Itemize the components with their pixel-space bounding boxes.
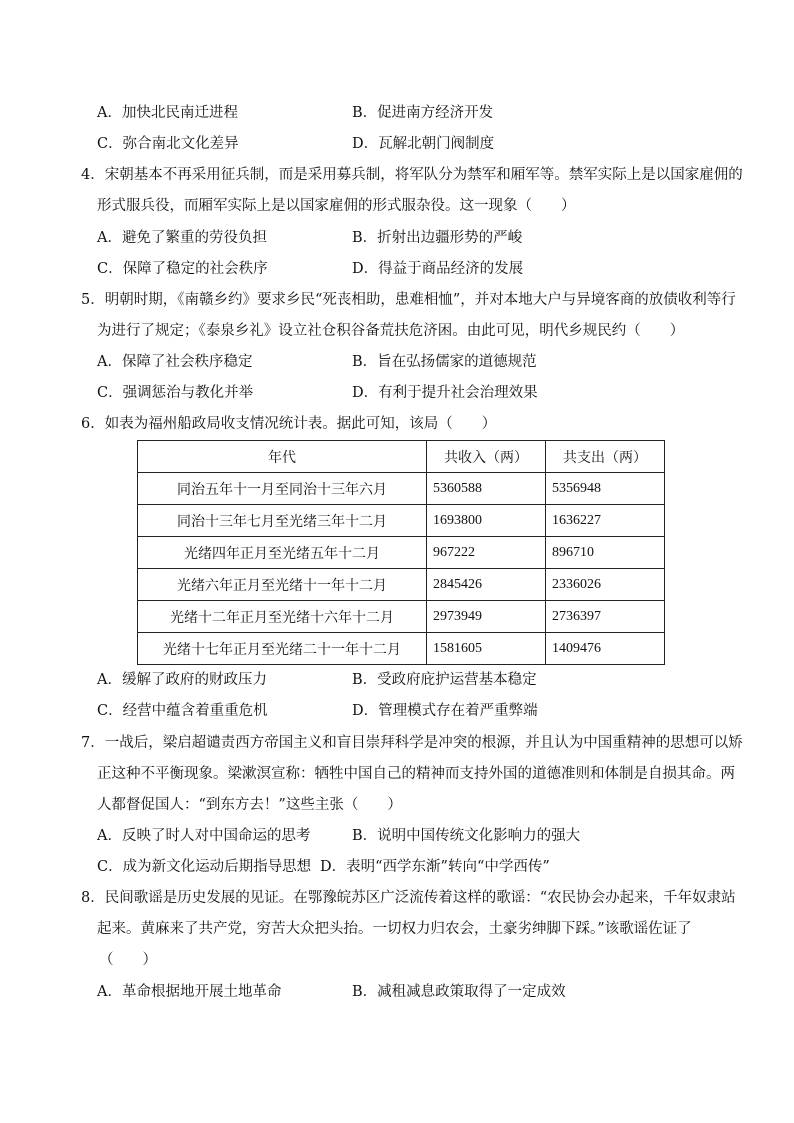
- q8-option-a: A．革命根据地开展土地革命: [97, 984, 282, 1000]
- q4-option-d: D．得益于商品经济的发展: [352, 261, 524, 277]
- table-cell-expense: 2736397: [546, 601, 665, 633]
- table-cell-period: 光绪六年正月至光绪十一年十二月: [138, 569, 427, 601]
- table-row: [138, 601, 665, 633]
- q6-option-d: D．管理模式存在着严重弊端: [352, 703, 538, 719]
- table-row: [138, 569, 665, 601]
- q7-stem-line3: 人都督促国人：“到东方去！”这些主张（ ）: [97, 797, 402, 813]
- q8-stem-line2: 起来。黄麻来了共产党，穷苦大众把头抬。一切权力归农会，土豪劣绅脚下踩。”该歌谣佐证了: [97, 921, 692, 937]
- q3-option-d: D．瓦解北朝门阀制度: [352, 136, 495, 152]
- finance-table: [137, 440, 665, 665]
- q5-stem-line2: 为进行了规定；《泰泉乡礼》设立社仓积谷备荒扶危济困。由此可见，明代乡规民约（ ）: [97, 323, 685, 339]
- table-cell-income: 5360588: [427, 473, 546, 505]
- q7-stem-line1: 7．一战后，梁启超谴责西方帝国主义和盲目崇拜科学是冲突的根源，并且认为中国重精神的思想可以矫: [81, 735, 743, 751]
- q4-option-a: A．避免了繁重的劳役负担: [97, 230, 267, 246]
- table-row: [138, 537, 665, 569]
- q7-option-c: C．成为新文化运动后期指导思想: [97, 859, 312, 875]
- q3-option-a: A．加快北民南迁进程: [97, 105, 238, 121]
- q4-stem-line2: 形式服兵役，而厢军实际上是以国家雇佣的形式服杂役。这一现象（ ）: [97, 198, 576, 214]
- q6-option-b: B．受政府庇护运营基本稳定: [352, 672, 537, 688]
- q7-option-b: B．说明中国传统文化影响力的强大: [352, 828, 581, 844]
- q8-stem-line1: 8．民间歌谣是历史发展的见证。在鄂豫皖苏区广泛流传着这样的歌谣：“农民协会办起来，千年奴隶站: [81, 890, 736, 906]
- q6-stem: 6．如表为福州船政局收支情况统计表。据此可知，该局（ ）: [81, 416, 497, 432]
- q4-option-c: C．保障了稳定的社会秩序: [97, 261, 268, 277]
- q5-option-c: C．强调惩治与教化并举: [97, 385, 254, 401]
- table-cell-expense: 896710: [546, 537, 665, 569]
- q7-option-a: A．反映了时人对中国命运的思考: [97, 828, 311, 844]
- q7-stem-line2: 正这种不平衡现象。梁漱溟宣称：牺牲中国自己的精神而支持外国的道德准则和体制是自损其命。两: [97, 766, 735, 782]
- table-cell-expense: 1409476: [546, 633, 665, 665]
- table-row: [138, 505, 665, 537]
- table-cell-period: 同治五年十一月至同治十三年六月: [138, 473, 427, 505]
- table-row: [138, 633, 665, 665]
- table-cell-income: 2973949: [427, 601, 546, 633]
- table-cell-income: 1581605: [427, 633, 546, 665]
- table-cell-income: 1693800: [427, 505, 546, 537]
- q8-stem-line3: （ ）: [99, 952, 157, 968]
- table-cell-expense: 1636227: [546, 505, 665, 537]
- table-cell-income: 967222: [427, 537, 546, 569]
- q6-option-c: C．经营中蕴含着重重危机: [97, 703, 268, 719]
- q5-option-a: A．保障了社会秩序稳定: [97, 354, 253, 370]
- q4-stem-line1: 4．宋朝基本不再采用征兵制，而是采用募兵制，将军队分为禁军和厢军等。禁军实际上是以国家雇佣的: [81, 167, 743, 183]
- q3-option-b: B．促进南方经济开发: [352, 105, 494, 121]
- table-cell-period: 同治十三年七月至光绪三年十二月: [138, 505, 427, 537]
- q4-option-b: B．折射出边疆形势的严峻: [352, 230, 523, 246]
- q5-option-d: D．有利于提升社会治理效果: [352, 385, 538, 401]
- table-row: [138, 473, 665, 505]
- table-header: 共收入（两）: [427, 441, 546, 473]
- table-header: 年代: [138, 441, 427, 473]
- table-cell-expense: 5356948: [546, 473, 665, 505]
- table-header: 共支出（两）: [546, 441, 665, 473]
- q8-option-b: B．减租减息政策取得了一定成效: [352, 984, 566, 1000]
- q6-option-a: A．缓解了政府的财政压力: [97, 672, 267, 688]
- table-cell-period: 光绪四年正月至光绪五年十二月: [138, 537, 427, 569]
- q7-option-d: D．表明“西学东渐”转向“中学西传”: [320, 859, 550, 875]
- table-cell-expense: 2336026: [546, 569, 665, 601]
- table-cell-income: 2845426: [427, 569, 546, 601]
- q5-option-b: B．旨在弘扬儒家的道德规范: [352, 354, 537, 370]
- q3-option-c: C．弥合南北文化差异: [97, 136, 239, 152]
- table-cell-period: 光绪十二年正月至光绪十六年十二月: [138, 601, 427, 633]
- q5-stem-line1: 5．明朝时期，《南赣乡约》要求乡民“死丧相助，患难相恤”，并对本地大户与异境客商的放债收利等行: [81, 292, 736, 308]
- table-header-row: [138, 441, 665, 473]
- table-cell-period: 光绪十七年正月至光绪二十一年十二月: [138, 633, 427, 665]
